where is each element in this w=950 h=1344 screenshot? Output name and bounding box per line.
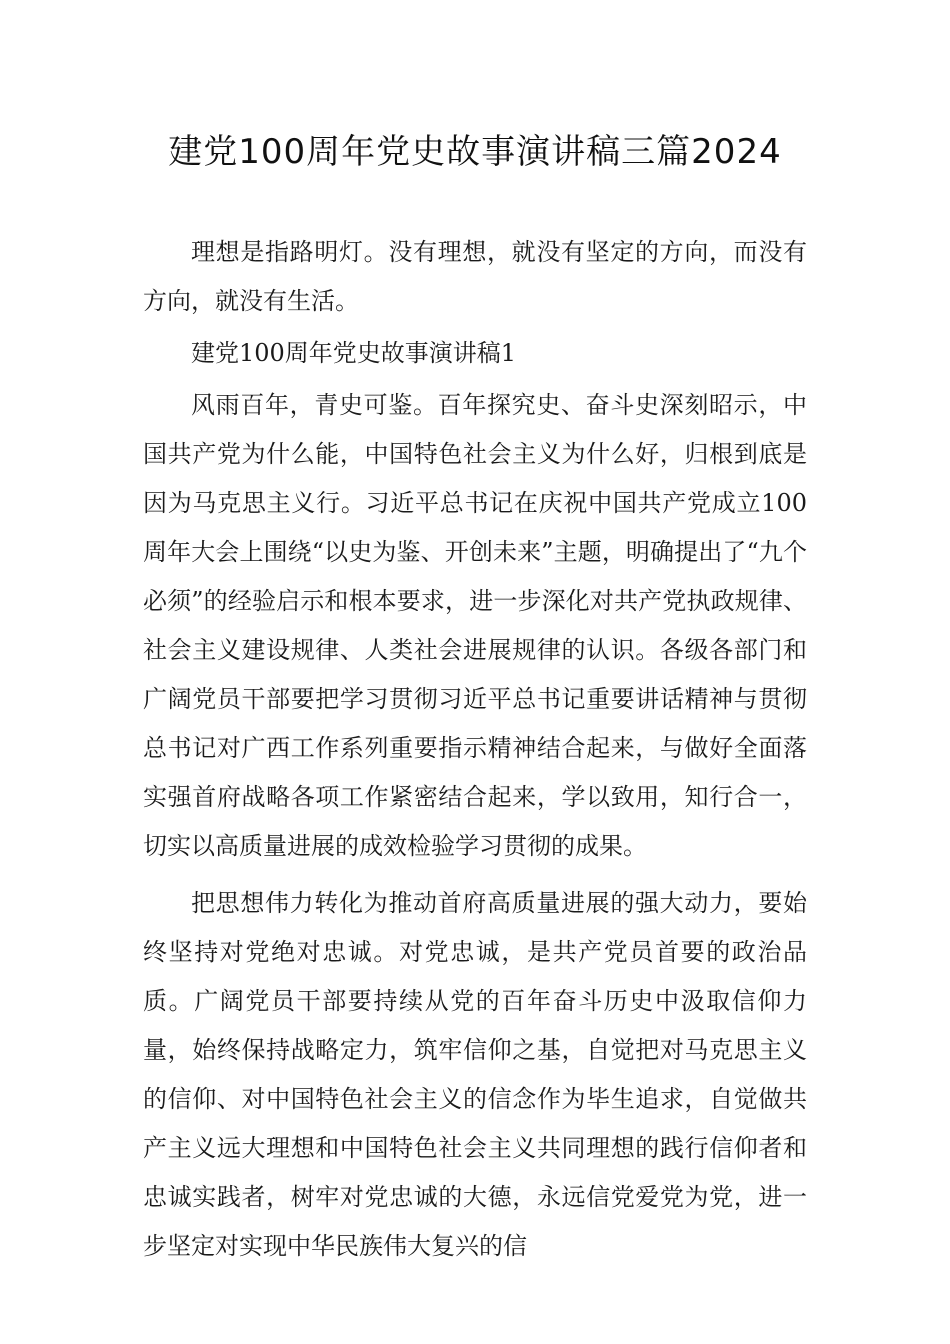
body-paragraph: 风雨百年，青史可鉴。百年探究史、奋斗史深刻昭示，中国共产党为什么能，中国特色社会主义为什么好，归根到底是因为马克思主义行。习近平总书记在庆祝中国共产党成立100周年大会上围绕“以史为鉴、开创未来”主题，明确提出了“九个必须”的经验启示和根本要求，进一步深化对共产党执政规律、社会主义建设规律、人类社会进展规律的认识。各级各部门和广阔党员干部要把学习贯彻习近平总书记重要讲话精神与贯彻总书记对广西工作系列重要指示精神结合起来，与做好全面落实强首府战略各项工作紧密结合起来，学以致用，知行合一，切实以高质量进展的成效检验学习贯彻的成果。 <box>143 391 807 860</box>
body-paragraph: 把思想伟力转化为推动首府高质量进展的强大动力，要始终坚持对党绝对忠诚。对党忠诚，是共产党员首要的政治品质。广阔党员干部要持续从党的百年奋斗历史中汲取信仰力量，始终保持战略定力，筑牢信仰之基，自觉把对马克思主义的信仰、对中国特色社会主义的信念作为毕生追求，自觉做共产主义远大理想和中国特色社会主义共同理想的践行信仰者和忠诚实践者，树牢对党忠诚的大德，永远信党爱党为党，进一步坚定对实现中华民族伟大复兴的信 <box>143 889 807 1260</box>
speech-heading: 建党100周年党史故事演讲稿1 <box>191 339 517 367</box>
intro-paragraph: 理想是指路明灯。没有理想，就没有坚定的方向，而没有方向，就没有生活。 <box>143 238 807 315</box>
document-title: 建党100周年党史故事演讲稿三篇2024 <box>168 132 782 172</box>
document-body <box>143 228 807 1271</box>
